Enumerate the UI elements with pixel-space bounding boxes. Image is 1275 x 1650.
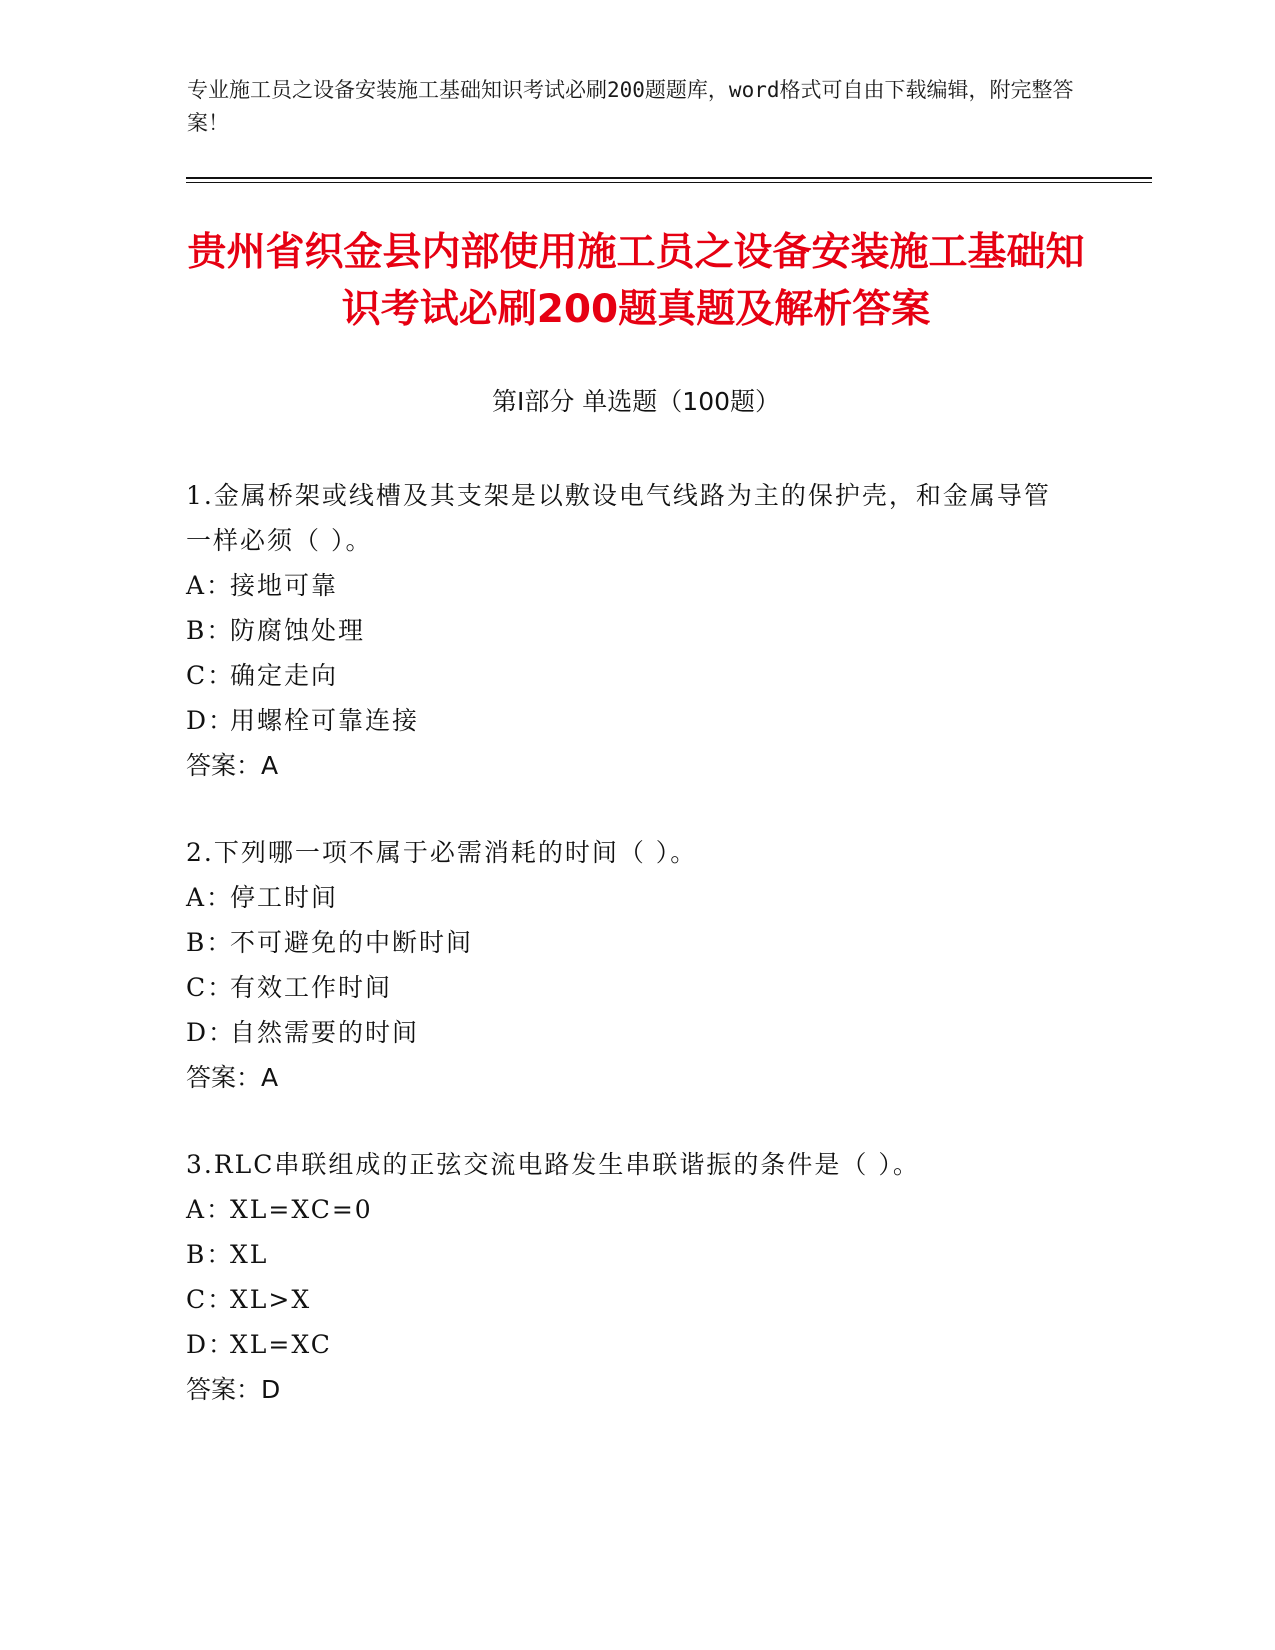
option-letter: A： <box>186 571 234 600</box>
option-letter: D： <box>186 706 236 735</box>
option-d <box>186 1010 1066 1055</box>
answer-line: 答案：A <box>186 1063 279 1092</box>
question-3 <box>186 1142 1066 1412</box>
option-a <box>186 875 1066 920</box>
section-title: 第Ⅰ部分 单选题（100题） <box>491 387 781 416</box>
option-letter: D： <box>186 1018 236 1047</box>
header-note: 专业施工员之设备安装施工基础知识考试必刷200题题库，word格式可自由下载编辑，附完整答案！ <box>187 78 1074 135</box>
question-stem: 2.下列哪一项不属于必需消耗的时间（ ）。 <box>186 838 698 867</box>
option-text: 用螺栓可靠连接 <box>230 706 420 735</box>
option-text: 不可避免的中断时间 <box>230 928 474 957</box>
option-text: 确定走向 <box>230 661 339 690</box>
option-text: XL=XC=0 <box>230 1195 373 1224</box>
question-list <box>186 473 1066 1454</box>
option-text: XL>X <box>230 1285 312 1314</box>
question-stem: 3.RLC串联组成的正弦交流电路发生串联谐振的条件是（ ）。 <box>186 1150 920 1179</box>
option-b <box>186 920 1066 965</box>
question-1 <box>186 473 1066 788</box>
option-letter: A： <box>186 1195 234 1224</box>
option-d <box>186 698 1066 743</box>
option-text: 防腐蚀处理 <box>230 616 366 645</box>
option-letter: B： <box>186 928 234 957</box>
option-b <box>186 608 1066 653</box>
option-text: XL=XC <box>230 1330 332 1359</box>
option-d <box>186 1322 1066 1367</box>
option-letter: B： <box>186 616 234 645</box>
question-stem: 1.金属桥架或线槽及其支架是以敷设电气线路为主的保护壳，和金属导管一样必须（ ）。 <box>186 481 1051 555</box>
option-a <box>186 563 1066 608</box>
header-rule-thin <box>186 182 1152 183</box>
option-text: 接地可靠 <box>230 571 339 600</box>
option-letter: C： <box>186 973 235 1002</box>
option-text: XL <box>230 1240 269 1269</box>
option-b <box>186 1232 1066 1277</box>
option-letter: B： <box>186 1240 234 1269</box>
document-title: 贵州省织金县内部使用施工员之设备安装施工基础知识考试必刷200题真题及解析答案 <box>187 230 1085 332</box>
answer-line: 答案：D <box>186 1375 281 1404</box>
option-letter: C： <box>186 1285 235 1314</box>
option-letter: A： <box>186 883 234 912</box>
option-c <box>186 1277 1066 1322</box>
option-text: 有效工作时间 <box>230 973 393 1002</box>
answer-line: 答案：A <box>186 751 279 780</box>
option-a <box>186 1187 1066 1232</box>
option-c <box>186 965 1066 1010</box>
option-letter: C： <box>186 661 235 690</box>
header-rule-thick <box>186 177 1152 179</box>
question-2 <box>186 830 1066 1100</box>
option-c <box>186 653 1066 698</box>
option-letter: D： <box>186 1330 236 1359</box>
option-text: 停工时间 <box>230 883 339 912</box>
option-text: 自然需要的时间 <box>230 1018 420 1047</box>
